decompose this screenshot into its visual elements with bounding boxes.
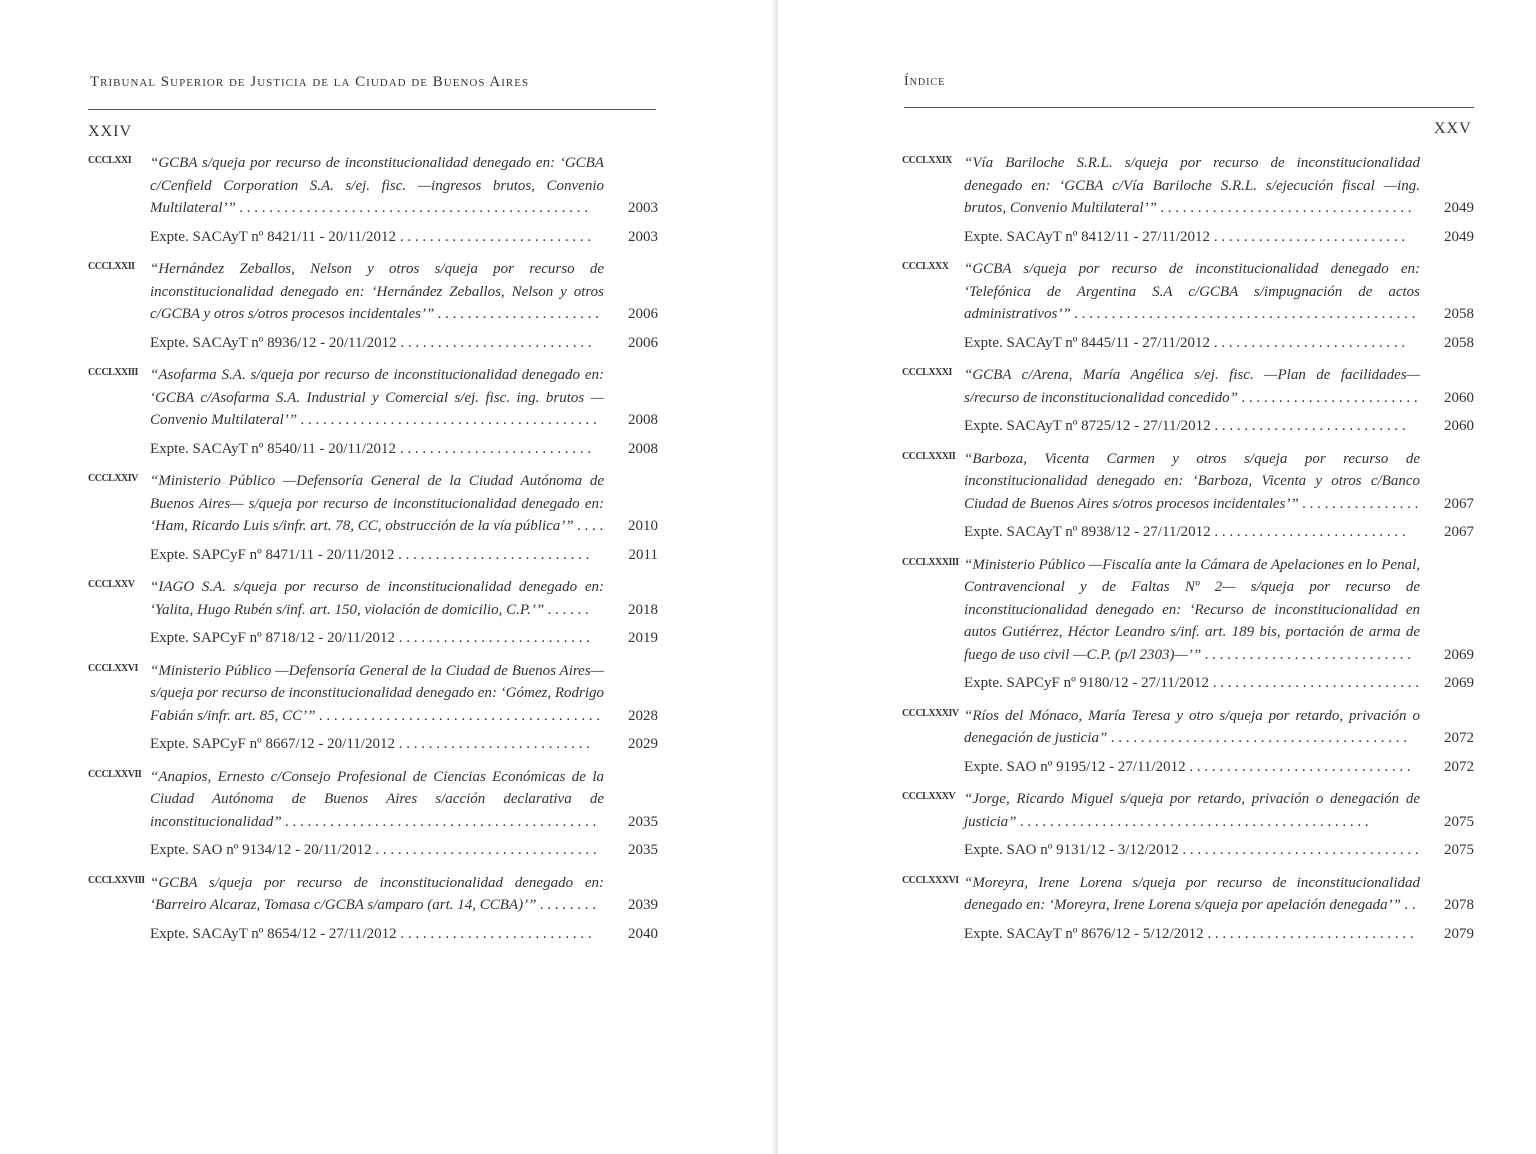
entry-expte-text: Expte. SAO nº 9131/12 - 3/12/2012 . . . . . . . . . . . . . . . . . . . . . . . . . . . . . . . . <box>964 842 1419 858</box>
index-entry <box>902 258 1474 354</box>
entry-title-page: 2003 <box>628 200 658 216</box>
leader-dots: . . . . . . . . . . . . . . . . . . . . . . . . . . <box>1210 334 1406 351</box>
right-page <box>778 0 1536 1154</box>
entry-title-text: “Ministerio Público —Defensoría General de la Ciudad de Buenos Aires— s/queja por recurso de inconstitucionalidad denegado en: ‘Gómez, Rodrigo Fabián s/infr. art. 85, CC’” . . . . . . . . . . . . . . . . . . . . . . . . . . . . . . . . . . . . . . <box>150 662 604 724</box>
leader-dots: . . . . . . . . . . . . . . . . . . . . . . . . . . . . . . . . . . . . . . . . <box>297 412 598 428</box>
entry-expte <box>964 756 1474 779</box>
entry-expte-page: 2079 <box>1444 925 1474 942</box>
entry-expte <box>150 839 658 862</box>
index-entries <box>88 152 658 955</box>
leader-dots: . . . . . . . . . . . . . . . . . . . . . . . . . . <box>1210 418 1406 434</box>
entry-title-page: 2075 <box>1444 813 1474 830</box>
page-number: XXIV <box>88 123 132 140</box>
entry-expte <box>150 332 658 355</box>
leader-dots: . . . . . . . . . . . . . . . . . . . . . . . . . . . . . . . . . . . . . . . . . . . . . . <box>1070 306 1416 322</box>
entry-expte-text: Expte. SACAyT nº 8540/11 - 20/11/2012 . . . . . . . . . . . . . . . . . . . . . . . . . . <box>150 440 592 457</box>
entry-title-text: “IAGO S.A. s/queja por recurso de inconstitucionalidad denegado en: ‘Yalita, Hugo Rubén s/inf. art. 150, violación de domicilio, C.P.’” . . . . . . <box>150 579 604 618</box>
entry-numeral: CCCLXXXII <box>902 450 956 462</box>
entry-expte-text: Expte. SACAyT nº 8676/12 - 5/12/2012 . . . . . . . . . . . . . . . . . . . . . . . . . . . . <box>964 925 1414 942</box>
entry-expte-page: 2029 <box>628 736 658 752</box>
entry-title-page: 2028 <box>628 707 658 724</box>
entry-title <box>964 705 1474 750</box>
entry-expte <box>964 521 1474 544</box>
index-entry <box>88 470 658 566</box>
entry-numeral: CCCLXXX <box>902 261 949 272</box>
entry-title-text: “GCBA c/Arena, María Angélica s/ej. fisc. —Plan de facilidades— s/recurso de inconstitucionalidad concedido” . . . . . . . . . . . . . . . . . . . . . . . . <box>964 367 1420 406</box>
entry-expte-page: 2019 <box>628 630 658 646</box>
entry-numeral: CCCLXXII <box>88 261 135 272</box>
index-entry <box>88 660 658 756</box>
entry-title-page: 2058 <box>1444 306 1474 322</box>
entry-title <box>964 872 1474 917</box>
entry-expte-text: Expte. SAPCyF nº 8667/12 - 20/11/2012 . . . . . . . . . . . . . . . . . . . . . . . . . . <box>150 736 590 752</box>
index-entry <box>88 766 658 862</box>
entry-title-page: 2039 <box>628 897 658 913</box>
index-entry <box>902 872 1474 946</box>
entry-expte-text: Expte. SACAyT nº 8445/11 - 27/11/2012 . . . . . . . . . . . . . . . . . . . . . . . . . . <box>964 334 1406 351</box>
header-rule <box>88 109 656 110</box>
entry-expte <box>150 438 658 461</box>
entry-numeral: CCCLXXXI <box>902 367 952 378</box>
leader-dots: . . . . . . . . . . . . . . . . . . . . . . . . . . . . <box>1203 925 1414 942</box>
leader-dots: . . . . . . . . . . . . . . . . . . . . . . . . . . <box>396 334 592 351</box>
entry-expte-page: 2008 <box>628 440 658 457</box>
leader-dots: . . <box>1401 897 1416 913</box>
entry-expte-text: Expte. SACAyT nº 8421/11 - 20/11/2012 . . . . . . . . . . . . . . . . . . . . . . . . . . <box>150 228 592 245</box>
entry-expte-page: 2049 <box>1444 228 1474 245</box>
entry-title-text: “Anapios, Ernesto c/Consejo Profesional de Ciencias Económicas de la Ciudad Autónoma de Buenos Aires s/acción declarativa de inconstitucionalidad” . . . . . . . . . . . . . . . . . . . . . . . . . . . . . . . . . . . . . . . . . . <box>150 768 604 830</box>
entry-expte-page: 2075 <box>1444 842 1474 858</box>
entry-numeral: CCCLXXIX <box>902 155 952 166</box>
entry-numeral: CCCLXXVIII <box>88 874 145 886</box>
entry-title-page: 2049 <box>1444 200 1474 216</box>
entry-expte <box>150 226 658 249</box>
entry-title-page: 2010 <box>628 518 658 534</box>
entry-expte-page: 2058 <box>1444 334 1474 351</box>
entry-numeral: CCCLXXV <box>88 579 135 590</box>
leader-dots: . . . . . . . . <box>536 897 597 913</box>
entry-expte-page: 2006 <box>628 334 658 351</box>
entry-expte <box>964 923 1474 946</box>
entry-title-text: “Moreyra, Irene Lorena s/queja por recurso de inconstitucionalidad denegado en: ‘Moreyra, Irene Lorena s/queja por apelación denegada’” . . <box>964 874 1420 913</box>
entry-title-page: 2072 <box>1444 730 1474 746</box>
entry-title <box>150 364 658 432</box>
entry-numeral: CCCLXXVII <box>88 768 142 780</box>
entry-expte-page: 2003 <box>628 228 658 245</box>
entry-title <box>150 470 658 538</box>
entry-title <box>964 364 1474 409</box>
leader-dots: . . . . . . . . . . . . . . . . . . . . . . . . . . . . . . <box>371 842 597 858</box>
entry-expte-text: Expte. SAO nº 9134/12 - 20/11/2012 . . . . . . . . . . . . . . . . . . . . . . . . . . . . . . <box>150 842 597 858</box>
entry-expte-text: Expte. SACAyT nº 8936/12 - 20/11/2012 . . . . . . . . . . . . . . . . . . . . . . . . . . <box>150 334 592 351</box>
entry-title <box>150 660 658 728</box>
index-entry <box>88 258 658 354</box>
entry-title-text: “Asofarma S.A. s/queja por recurso de inconstitucionalidad denegado en: ‘GCBA c/Asofarma S.A. Industrial y Comercial s/ej. fisc. ing. brutos —Convenio Multilateral’” . . . . . . . . . . . . . . . . . . . . . . . . . . . . . . . . . . . . . . . . <box>150 367 604 428</box>
leader-dots: . . . . <box>573 518 604 534</box>
leader-dots: . . . . . . . . . . . . . . . . . . . . . . . . . . <box>394 630 590 646</box>
entry-title-text: “Jorge, Ricardo Miguel s/queja por retardo, privación o denegación de justicia” . . . <box>964 791 1420 830</box>
entry-title-page: 2078 <box>1444 897 1474 913</box>
entry-title-text: “Vía Bariloche S.R.L. s/queja por recurso de inconstitucionalidad denegado en: ‘GCBA c/Vía Bariloche S.R.L. s/ejecución fiscal —ing. brutos, Convenio Multilateral’” . . . . . . . . . . . . . . . . . . . . . . . . . . . . . . . . . . <box>964 155 1420 216</box>
entry-expte-text: Expte. SACAyT nº 8654/12 - 27/11/2012 . . . . . . . . . . . . . . . . . . . . . . . . . . <box>150 925 592 942</box>
entry-expte-text: Expte. SACAyT nº 8725/12 - 27/11/2012 . . . . . . . . . . . . . . . . . . . . . . . . . . <box>964 418 1406 434</box>
entry-expte <box>964 226 1474 249</box>
entry-title-text: “Ríos del Mónaco, María Teresa y otro s/queja por retardo, privación o denegación de justicia” . . . . . . . . . . . . . . . . . . . . . . . . . . . . . . . . . . . . . . . . <box>964 707 1420 746</box>
entry-numeral: CCCLXXXV <box>902 791 956 802</box>
leader-dots: . . . . . . . . . . . . . . . . . . . . . . . . . . . . . . . . <box>1178 842 1419 858</box>
entry-title <box>150 766 658 834</box>
entry-title <box>964 448 1474 516</box>
entry-title-text: “GCBA s/queja por recurso de inconstitucionalidad denegado en: ‘Telefónica de Argentina S.A c/GCBA s/impugnación de actos administrativos’” . . . . . . . . . . . . . . . . . . . . . . . . . . . . . . . . . . . . . . . . . . . . . . <box>964 261 1420 322</box>
entry-numeral: CCCLXXIII <box>88 367 138 378</box>
entry-expte-page: 2035 <box>628 842 658 858</box>
index-entry <box>902 364 1474 438</box>
leader-dots: . . . . . . . . . . . . . . . . . . . . . . . . . . . . . . . . . . <box>1156 200 1412 216</box>
index-entry <box>902 788 1474 862</box>
leader-dots: . . . . . . . . . . . . . . . . . . . . . . . . . . <box>394 736 590 752</box>
entry-title <box>150 152 658 220</box>
leader-dots: . . . . . . . . . . . . . . . . . . . . . . . . . . <box>394 546 590 563</box>
entry-title <box>150 872 658 917</box>
entry-expte <box>964 839 1474 862</box>
leader-dots: . . . . . . . . . . . . . . . . . . . . . . . . . . . . . . . . . . . . . . . . <box>1107 730 1408 746</box>
leader-dots: . . . . . . . . . . . . . . . . . . . . . . . . . . . . <box>1208 675 1419 691</box>
entry-expte-page: 2060 <box>1444 418 1474 434</box>
leader-dots: . . . . . . . . . . . . . . . . . . . . . . . . <box>1238 389 1418 406</box>
leader-dots: . . . . . . . . . . . . . . . . . . . . . . <box>434 306 600 322</box>
entry-title-page: 2069 <box>1444 646 1474 663</box>
running-head: Índice <box>904 74 946 89</box>
index-entry <box>88 872 658 946</box>
entry-expte-page: 2069 <box>1444 675 1474 691</box>
entry-expte-page: 2067 <box>1444 524 1474 540</box>
entry-expte <box>150 544 658 567</box>
leader-dots: . . . . . . . . . . . . . . . . . . . . . . . . . . . . . . <box>1185 758 1411 775</box>
index-entries <box>902 152 1474 955</box>
entry-expte <box>964 672 1474 695</box>
entry-title <box>964 152 1474 220</box>
page-number: XXV <box>1434 120 1472 137</box>
leader-dots: . . . . . . . . . . . . . . . . . . . . . . . . . . <box>396 440 592 457</box>
entry-title-page: 2008 <box>628 412 658 428</box>
entry-numeral: CCCLXXI <box>88 155 132 166</box>
entry-title <box>150 258 658 326</box>
index-entry <box>902 554 1474 695</box>
entry-title-text: “Barboza, Vicenta Carmen y otros s/queja por recurso de inconstitucionalidad denegado en: ‘Barboza, Vicenta y otros c/Banco Ciudad de Buenos Aires s/otros procesos incidentales’” . . . . . . . . . . . . . . . . <box>964 450 1420 512</box>
leader-dots: . . . . . . . . . . . . . . . . . . . . . . . . . . . . <box>1201 646 1412 663</box>
entry-title-page: 2018 <box>628 601 658 618</box>
leader-dots: . . . . . . . . . . . . . . . . . . . . . . . . . . <box>1210 228 1406 245</box>
entry-expte-page: 2040 <box>628 925 658 942</box>
entry-title <box>964 258 1474 326</box>
entry-expte <box>150 627 658 650</box>
entry-title-text: “Ministerio Público —Fiscalía ante la Cámara de Apelaciones en lo Penal, Contravencional y de Faltas Nº 2— s/queja por recurso de inconstitucionalidad denegado en: ‘Recurso de inconstitucionalidad en autos Gutiérrez, Héctor Leandro s/inf. art. 189 bis, portación de arma de fuego de uso civil —C.P. (p/l 2303)—’” . . . . . . . . . . . . . . . . . . . . . . . . . . . . <box>964 556 1420 663</box>
leader-dots: . . . . . . . . . . . . . . . . . . . . . . . . . . <box>396 925 592 942</box>
entry-expte-text: Expte. SACAyT nº 8938/12 - 27/11/2012 . . . . . . . . . . . . . . . . . . . . . . . . . . <box>964 524 1406 540</box>
leader-dots: . . . . . . . . . . . . . . . . . . . . . . . . . . . . . . . . . . . . . . . . . . <box>281 813 597 830</box>
entry-expte-page: 2011 <box>628 546 658 563</box>
entry-numeral: CCCLXXIV <box>88 473 138 484</box>
entry-expte-text: Expte. SAPCyF nº 8471/11 - 20/11/2012 . . . . . . . . . . . . . . . . . . . . . . . . . . <box>150 546 590 563</box>
leader-dots: . . . . . . . . . . . . . . . . . . . . . . . . . . . . . . . . . . . . . . <box>315 707 601 724</box>
leader-dots: . . . . . . . . . . . . . . . . . . . . . . . . . . <box>1210 524 1406 540</box>
running-head: Tribunal Superior de Justicia de la Ciudad de Buenos Aires <box>90 74 530 90</box>
entry-title <box>964 788 1474 833</box>
entry-title-text: “Hernández Zeballos, Nelson y otros s/queja por recurso de inconstitucionalidad denegado en: ‘Hernández Zeballos, Nelson y otros c/GCBA y otros s/otros procesos incidentales’” . . . . . . . . . . . . . . . . . . . . . . <box>150 261 604 322</box>
entry-expte-text: Expte. SAPCyF nº 9180/12 - 27/11/2012 . . . . . . . . . . . . . . . . . . . . . . . . . . . . <box>964 675 1419 691</box>
header-rule <box>904 107 1474 108</box>
index-entry <box>902 448 1474 544</box>
index-entry <box>88 576 658 650</box>
entry-title-text: “GCBA s/queja por recurso de inconstitucionalidad denegado en: ‘GCBA c/Cenfield Corporation S.A. s/ej. fisc. —ingresos brutos, Convenio Multilateral’” . . . <box>150 155 604 216</box>
index-entry <box>88 364 658 460</box>
index-entry <box>88 152 658 248</box>
entry-numeral: CCCLXXXIV <box>902 707 959 719</box>
entry-expte-text: Expte. SAO nº 9195/12 - 27/11/2012 . . . . . . . . . . . . . . . . . . . . . . . . . . . . . . <box>964 758 1411 775</box>
entry-title-text: “Ministerio Público —Defensoría General de la Ciudad Autónoma de Buenos Aires— s/queja por recurso de inconstitucionalidad denegado en: ‘Ham, Ricardo Luis s/infr. art. 78, CC, obstrucción de la vía pública’” . . . . <box>150 473 604 534</box>
entry-numeral: CCCLXXVI <box>88 662 138 674</box>
entry-expte-text: Expte. SACAyT nº 8412/11 - 27/11/2012 . . . . . . . . . . . . . . . . . . . . . . . . . . <box>964 228 1406 245</box>
entry-expte <box>150 733 658 756</box>
entry-numeral: CCCLXXXVI <box>902 874 959 886</box>
index-entry <box>902 152 1474 248</box>
entry-title-page: 2006 <box>628 306 658 322</box>
entry-expte <box>150 923 658 946</box>
entry-title-page: 2035 <box>628 813 658 830</box>
entry-expte <box>964 415 1474 438</box>
leader-dots: . . . . . . . . . . . . . . . . . . . . . . . . . . <box>396 228 592 245</box>
entry-expte-text: Expte. SAPCyF nº 8718/12 - 20/11/2012 . . . . . . . . . . . . . . . . . . . . . . . . . . <box>150 630 590 646</box>
entry-expte-page: 2072 <box>1444 758 1474 775</box>
entry-expte <box>964 332 1474 355</box>
entry-title <box>964 554 1474 667</box>
leader-dots: . . . . . . <box>544 601 590 618</box>
leader-dots: . . . . . . . . . . . . . . . . <box>1298 495 1419 512</box>
entry-numeral: CCCLXXXIII <box>902 556 959 568</box>
entry-title-page: 2060 <box>1444 389 1474 406</box>
entry-title-text: “GCBA s/queja por recurso de inconstitucionalidad denegado en: ‘Barreiro Alcaraz, Tomasa c/GCBA s/amparo (art. 14, CCBA)’” . . . . . . . . <box>150 874 604 913</box>
entry-title <box>150 576 658 621</box>
entry-title-page: 2067 <box>1444 495 1474 512</box>
index-entry <box>902 705 1474 779</box>
